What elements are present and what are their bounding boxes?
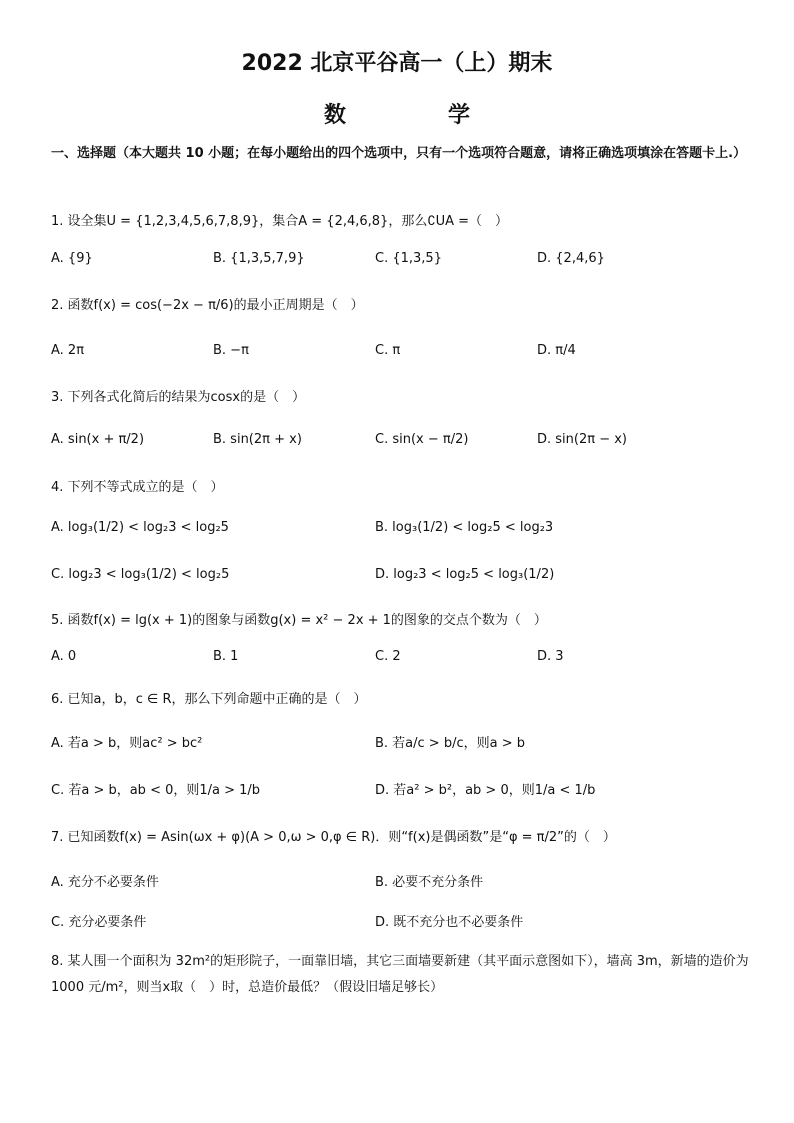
question-2-option-d: D. π/4 bbox=[537, 343, 576, 358]
question-3-option-a: A. sin(x + π/2) bbox=[51, 432, 145, 447]
question-2-option-b: B. −π bbox=[213, 343, 249, 358]
question-4-option-b: B. log₃(1/2) < log₂5 < log₂3 bbox=[375, 520, 554, 535]
question-4-option-c: C. log₂3 < log₃(1/2) < log₂5 bbox=[51, 567, 230, 582]
question-3-option-d: D. sin(2π − x) bbox=[537, 432, 627, 447]
question-2-option-c: C. π bbox=[375, 343, 401, 358]
subject-title: 数 学 bbox=[323, 103, 510, 128]
question-1-option-b: B. {1,3,5,7,9} bbox=[213, 251, 305, 266]
question-4-stem: 4. 下列不等式成立的是（ ） bbox=[51, 480, 224, 495]
question-2-option-a: A. 2π bbox=[51, 343, 85, 358]
question-5-option-d: D. 3 bbox=[537, 649, 564, 664]
question-6-option-b: B. 若a/c > b/c，则a > b bbox=[375, 736, 525, 751]
section-heading: 一、选择题（本大题共 10 小题；在每小题给出的四个选项中，只有一个选项符合题意，请将正确选项填涂在答题卡上.） bbox=[51, 146, 747, 161]
question-7-option-a: A. 充分不必要条件 bbox=[51, 875, 159, 890]
question-7-option-d: D. 既不充分也不必要条件 bbox=[375, 915, 524, 930]
question-5-stem: 5. 函数f(x) = lg(x + 1)的图象与函数g(x) = x² − 2x + 1的图象的交点个数为（ ） bbox=[51, 613, 547, 628]
page-title: 2022 北京平谷高一（上）期末 bbox=[241, 51, 553, 76]
question-3-option-c: C. sin(x − π/2) bbox=[375, 432, 469, 447]
question-1-stem: 1. 设全集U = {1,2,3,4,5,6,7,8,9}，集合A = {2,4,6,8}，那么∁UA =（ ） bbox=[51, 214, 509, 229]
question-6-stem: 6. 已知a，b，c ∈ R，那么下列命题中正确的是（ ） bbox=[51, 692, 367, 707]
question-6-option-a: A. 若a > b，则ac² > bc² bbox=[51, 736, 203, 751]
question-3-option-b: B. sin(2π + x) bbox=[213, 432, 302, 447]
question-1-option-c: C. {1,3,5} bbox=[375, 251, 442, 266]
question-1-option-a: A. {9} bbox=[51, 251, 93, 266]
question-5-option-c: C. 2 bbox=[375, 649, 401, 664]
question-7-option-c: C. 充分必要条件 bbox=[51, 915, 147, 930]
question-4-option-a: A. log₃(1/2) < log₂3 < log₂5 bbox=[51, 520, 229, 535]
question-7-stem: 7. 已知函数f(x) = Asin(ωx + φ)(A > 0,ω > 0,φ ∈ R)．则“f(x)是偶函数”是“φ = π/2”的（ ） bbox=[51, 830, 616, 845]
question-5-option-a: A. 0 bbox=[51, 649, 77, 664]
question-6-option-d: D. 若a² > b²，ab > 0，则1/a < 1/b bbox=[375, 783, 596, 798]
question-8-stem: 8. 某人围一个面积为 32m²的矩形院子，一面靠旧墙，其它三面墙要新建（其平面示意图如下），墙高 3m，新墙的造价为 1000 元/m²，则当x取（ ）时，总造价最低？（假设旧墙足够长） bbox=[51, 954, 749, 995]
question-1-option-d: D. {2,4,6} bbox=[537, 251, 605, 266]
question-4-option-d: D. log₂3 < log₂5 < log₃(1/2) bbox=[375, 567, 555, 582]
question-2-stem: 2. 函数f(x) = cos(−2x − π/6)的最小正周期是（ ） bbox=[51, 298, 364, 313]
question-3-stem: 3. 下列各式化简后的结果为cosx的是（ ） bbox=[51, 390, 306, 405]
question-6-option-c: C. 若a > b，ab < 0，则1/a > 1/b bbox=[51, 783, 261, 798]
question-5-option-b: B. 1 bbox=[213, 649, 239, 664]
question-7-option-b: B. 必要不充分条件 bbox=[375, 875, 484, 890]
